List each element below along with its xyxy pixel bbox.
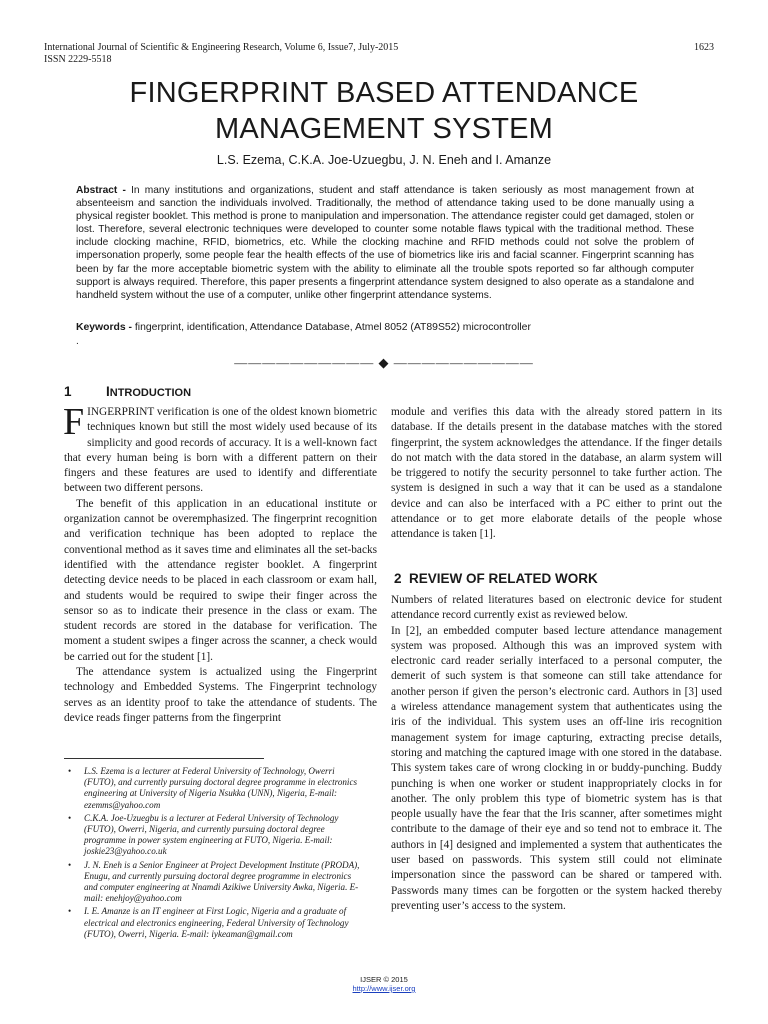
footnote-text: C.K.A. Joe-Uzuegbu is a lecturer at Federal University of Technology (FUTO), Owerri, Nigeria, and currently pursuing doctoral degree programme in power system engineering at FUTO, Nigeria. E-mail: joskie23@yahoo.co.uk <box>84 812 339 857</box>
paper-title <box>0 75 768 147</box>
page-footer <box>0 975 768 993</box>
abstract-text: In many institutions and organizations, student and staff attendance is taken seriously as most management frown at absenteeism and sanction the individuals involved. Traditionally, the method of attendance taking used to be done manually using a physical register booklet. This method is prone to manipulation and impersonation. The attendance register could get damaged, stolen or lost. Therefore, several electronic techniques were developed to counter some notable flaws typical with the traditional method. These include clocking machine, RFID, biometrics, etc. While the clocking machine and RFID methods could not solve the problem of impersonation properly, some people fear the health effects of the use of biometrics like iris and facial scanner. Fingerprint scanning has been by far the more acceptable biometric system with the ability to eliminate all the trouble spots reported so far although computer support is always required. Therefore, this paper presents a fingerprint attendance system designed to also operate as a standalone and handheld system without the use of a computer, unlike other fingerprint attendance systems. <box>76 185 694 301</box>
footnote-bullet: • <box>68 859 72 870</box>
footnote-bullet: • <box>68 766 72 776</box>
drop-cap: F <box>63 401 85 443</box>
footnote-item <box>64 860 360 905</box>
section-1-title-rest: NTRODUCTION <box>109 387 192 399</box>
section-1-heading <box>64 384 191 399</box>
title-line-1: FINGERPRINT BASED ATTENDANCE <box>129 77 639 109</box>
footer-copyright: IJSER © 2015 <box>360 975 408 984</box>
section-1-number: 1 <box>64 384 72 399</box>
right-column-bottom <box>391 593 722 914</box>
footnote-bullet: • <box>68 906 72 917</box>
intro-paragraph-1 <box>63 401 377 497</box>
intro-paragraph-3: The attendance system is actualized using the Fingerprint technology and Embedded Systems. The Fingerprint technology serves as an identity proof to take the attendance of students. The device reads finger patterns from the fingerprint <box>64 666 377 724</box>
section-2-number: 2 <box>394 571 402 586</box>
footnote-item <box>64 906 360 940</box>
section-1-title-first: I <box>106 384 110 399</box>
keywords <box>76 321 694 334</box>
author-footnotes <box>64 766 360 942</box>
section-divider: —————————— ◆ —————————— <box>234 355 534 370</box>
issn: ISSN 2229-5518 <box>44 54 112 65</box>
footnote-rule <box>64 758 264 759</box>
footnote-bullet: • <box>68 812 72 823</box>
footnote-item <box>64 766 360 811</box>
footer-link[interactable]: http://www.ijser.org <box>352 984 416 993</box>
review-paragraph-1: Numbers of related literatures based on electronic device for student attendance record currently exist as reviewed below. <box>391 594 722 622</box>
footnote-text: J. N. Eneh is a Senior Engineer at Project Development Institute (PRODA), Enugu, and currently pursuing doctoral degree programme in electronics and computer engineering at Nnamdi Azikiwe University Awka, Nigeria. E-mail: enehjoy@yahoo.com <box>84 859 360 904</box>
intro-p1-text: INGERPRINT verification is one of the oldest known biometric techniques known but still the most widely used because of its simplicity and good records of accuracy. It is a well-known fact that every human being is born with a different pattern on their fingers and these features are used to identify and differentiate between two different persons. <box>64 406 377 495</box>
keywords-trailing: . <box>76 336 79 347</box>
footnote-text: I. E. Amanze is an IT engineer at First Logic, Nigeria and a graduate of electrical and electronics engineering, Federal University of Technology (FUTO), Owerri, Nigeria. E-mail: iykeaman@gmail.com <box>84 906 349 939</box>
page-number: 1623 <box>694 42 714 53</box>
abstract <box>76 184 694 302</box>
journal-name: International Journal of Scientific & Engineering Research, Volume 6, Issue7, July-2015 <box>44 42 399 53</box>
section-2-heading <box>394 571 598 586</box>
footnote-item <box>64 813 360 858</box>
title-line-2: MANAGEMENT SYSTEM <box>214 113 554 145</box>
abstract-label: Abstract - <box>76 185 126 196</box>
keywords-text: fingerprint, identification, Attendance Database, Atmel 8052 (AT89S52) microcontroller <box>134 322 531 333</box>
footnote-text: L.S. Ezema is a lecturer at Federal University of Technology, Owerri (FUTO), and currently pursuing doctoral degree programme in electronics engineering at University of Nigeria Nsukka (UNN), Nigeria, E-mail: ezemms@yahoo.com <box>84 766 358 810</box>
right-column-top <box>391 405 722 543</box>
intro-paragraph-2: The benefit of this application in an educational institute or organization cannot be overemphasized. The fingerprint recognition and verification technique has been adopted to replace the conventional method as it saves time and eliminates all the set-backs identified with the attendance register booklet. A fingerprint detecting device needs to be placed in each classroom or exam hall, and students would be required to swipe their finger across the sensor so as to indicate their presence in the class or exam. The student records are stored in the database for verification. The moment a student swipes a finger across the scanner, a check would be carried out for the student [1]. <box>64 497 377 663</box>
keywords-label: Keywords - <box>76 322 133 333</box>
left-column <box>63 401 377 726</box>
journal-header <box>44 42 714 66</box>
review-paragraph-2: In [2], an embedded computer based lecture attendance management system was proposed. Although this was an improved system with electronic card reader serially interfaced to a personal computer, the demerit of such system is that someone can still take attendance for another person if given the person’s electronic card. Authors in [3] used a wireless attendance management system that authenticates using the iris of the individual. This system uses an off-line iris recognition management system for image capturing, extracting precise details, storing and matching the captured image with one stored in the database. This system takes care of wrong clocking in or buddy-punching. Buddy punching is when one worker or student inappropriately clocks in for another. The only problem this type of biometric system has is that people usually have the fear that the Iris scanner, after sometimes might contribute to the damage of their eye and so tend not to embrace it. The authors in [4] designed and implemented a system that authenticates the user based on passwords. This system still could not eliminate impersonation since the password can be shared or tampered with. Passwords many times can be forgotten or the system hacked thereby preventing user’s access to the system. <box>391 624 722 912</box>
section-2-title: REVIEW OF RELATED WORK <box>409 571 598 586</box>
intro-paragraph-4: module and verifies this data with the already stored pattern in its database. If the details present in the database matches with the stored fingerprint, the system acknowledges the attendance. If the finger details do not match with the data stored in the database, an alarm system will be triggered to notify the security personnel to take further action. The system is designed in such a way that it can be used as a standalone device and can also be interfaced with a PC either to print out the attendance or to get more elaborate details of the people whose attendance is taken [1]. <box>391 406 722 541</box>
author-list: L.S. Ezema, C.K.A. Joe-Uzuegbu, J. N. Eneh and I. Amanze <box>216 153 552 167</box>
